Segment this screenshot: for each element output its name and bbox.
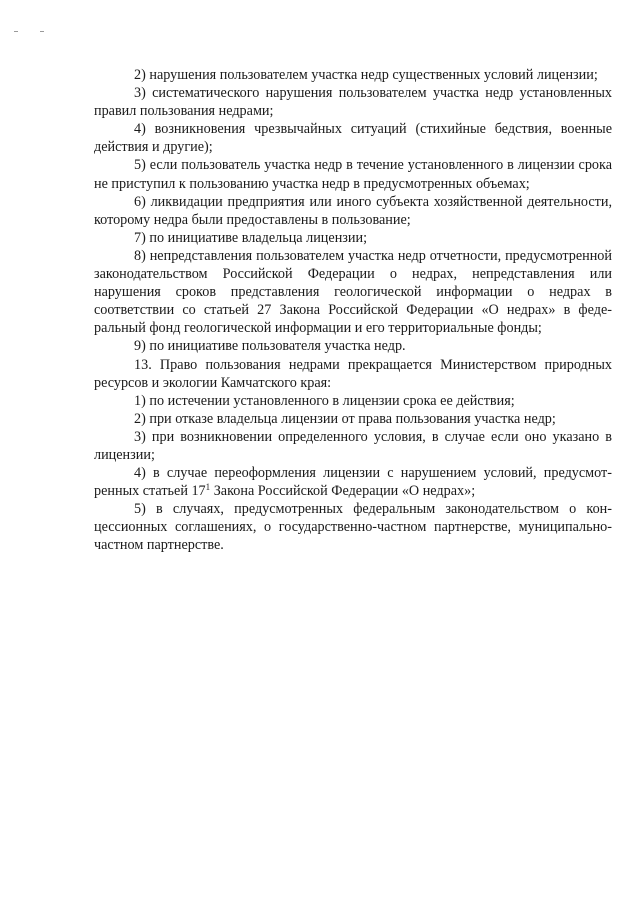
paragraph: 5) в случаях, предусмотренных федеральным законодательством о концессионных соглашениях, о государственно-частном партнерстве, муниципально-частном партнерстве.	[94, 501, 612, 554]
paragraph: 7) по инициативе владельца лицензии;	[134, 229, 368, 246]
paragraph: 2) нарушения пользователем участка недр существенных условий лицензии;	[134, 67, 598, 83]
scan-artifact-mark	[40, 31, 44, 32]
paragraph: 3) систематического нарушения пользователем участка недр установленных правил пользования недрами;	[94, 85, 612, 120]
document-body	[94, 66, 612, 555]
paragraph: 2) при отказе владельца лицензии от права пользования участка недр;	[134, 410, 556, 427]
paragraph: 3) при возникновении определенного условия, в случае если оно указано в лицензии;	[94, 428, 612, 463]
section-13-heading: 13. Право пользования недрами прекращается Министерством природных ресурсов и экологии Камчатского края:	[94, 356, 612, 391]
paragraph-text: 4) в случае переоформления лицензии с нарушением условий, предусмотренных статьей 17	[94, 465, 612, 500]
paragraph: 1) по истечении установленного в лицензии срока ее действия;	[134, 392, 515, 409]
paragraph	[94, 464, 612, 500]
paragraph: 9) по инициативе пользователя участка недр.	[134, 338, 406, 355]
superscript: 1	[205, 482, 211, 493]
scan-artifact-mark	[14, 31, 18, 32]
paragraph: 5) если пользователь участка недр в течение установленного в лицензии срока не приступил к пользованию участка недр в предусмотренных объемах;	[94, 157, 612, 192]
paragraph-text: Закона Российской Федерации «О недрах»;	[210, 483, 476, 500]
paragraph: 6) ликвидации предприятия или иного субъекта хозяйственной деятельности, которому недра были предоставлены в пользование;	[94, 193, 612, 228]
paragraph: 8) непредставления пользователем участка недр отчетности, предусмотренной законодательством Российской Федерации о недрах, непредставления или нарушения сроков представления геологической информации о недрах в соответствии со статьей 27 Закона Российской Федерации «О недрах» в федеральный фонд геологической информации и его территориальные фонды;	[94, 247, 612, 337]
paragraph: 4) возникновения чрезвычайных ситуаций (стихийные бедствия, военные действия и другие);	[94, 121, 612, 156]
